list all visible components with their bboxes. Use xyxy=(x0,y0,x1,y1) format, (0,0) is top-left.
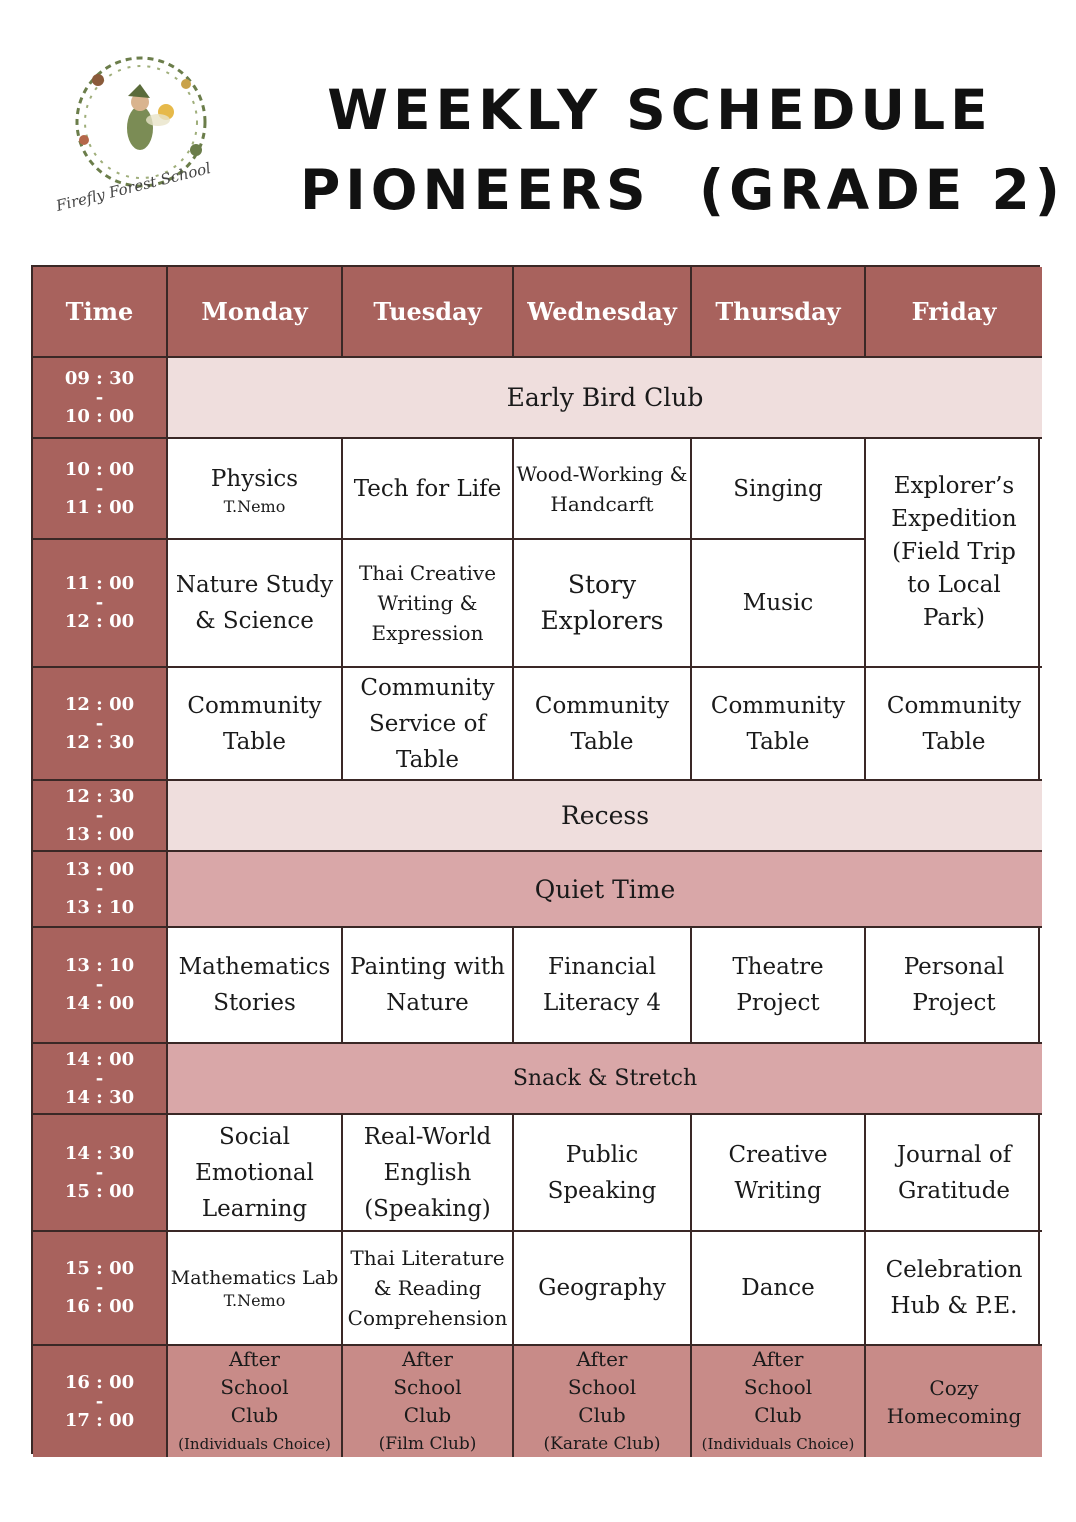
club-cell: Cozy Homecoming xyxy=(866,1346,1042,1457)
class-cell: Community Table xyxy=(168,668,343,781)
time-end: 11 : 00 xyxy=(64,496,135,518)
class-cell: Tech for Life xyxy=(343,439,514,540)
class-cell: Geography xyxy=(514,1232,692,1346)
time-slot xyxy=(33,1044,168,1115)
time-start: 10 : 00 xyxy=(64,458,135,480)
class-cell: Theatre Project xyxy=(692,928,866,1044)
class-cell: Personal Project xyxy=(866,928,1042,1044)
time-slot xyxy=(33,1115,168,1232)
club-detail: (Karate Club) xyxy=(543,1433,661,1454)
class-cell: Community Service of Table xyxy=(343,668,514,781)
club-cell xyxy=(343,1346,514,1457)
time-separator: - xyxy=(95,974,104,995)
time-slot xyxy=(33,928,168,1044)
class-cell: Wood-Working & Handcarft xyxy=(514,439,692,540)
class-cell: Creative Writing xyxy=(692,1115,866,1232)
class-cell: Music xyxy=(692,540,866,668)
time-separator: - xyxy=(95,804,104,826)
time-start: 13 : 00 xyxy=(64,859,135,880)
page-title xyxy=(300,70,1065,230)
header-thursday: Thursday xyxy=(692,267,866,358)
time-separator: - xyxy=(95,1161,104,1183)
class-cell: Singing xyxy=(692,439,866,540)
club-detail: (Film Club) xyxy=(378,1433,477,1454)
class-cell-expedition: Explorer’s Expedition (Field Trip to Local Park) xyxy=(866,439,1042,668)
class-cell: Dance xyxy=(692,1232,866,1346)
header-time: Time xyxy=(33,267,168,358)
header-wednesday: Wednesday xyxy=(514,267,692,358)
class-title: Physics xyxy=(210,465,299,492)
time-start: 16 : 00 xyxy=(64,1371,135,1393)
time-separator: - xyxy=(95,386,104,408)
class-cell: Painting with Nature xyxy=(343,928,514,1044)
header-friday: Friday xyxy=(866,267,1042,358)
time-start: 09 : 30 xyxy=(64,367,135,389)
class-cell: Community Table xyxy=(866,668,1042,781)
time-separator: - xyxy=(95,1277,104,1298)
time-slot xyxy=(33,358,168,439)
quiet-time-band: Quiet Time xyxy=(168,852,1042,928)
time-end: 15 : 00 xyxy=(64,1180,135,1202)
header-monday: Monday xyxy=(168,267,343,358)
class-cell: Thai Literature & Reading Comprehension xyxy=(343,1232,514,1346)
time-end: 17 : 00 xyxy=(64,1409,135,1431)
title-line-1: WEEKLY SCHEDULE xyxy=(327,78,993,142)
time-start: 12 : 30 xyxy=(64,785,135,807)
club-title: After School Club xyxy=(567,1346,637,1427)
time-end: 12 : 30 xyxy=(64,731,135,753)
header-tuesday: Tuesday xyxy=(343,267,514,358)
logo-script-text: Firefly Forest School xyxy=(54,159,213,215)
class-title: Mathematics Lab xyxy=(170,1267,339,1289)
time-start: 14 : 00 xyxy=(64,1048,135,1070)
class-cell: Financial Literacy 4 xyxy=(514,928,692,1044)
class-cell: Nature Study & Science xyxy=(168,540,343,668)
club-detail: (Individuals Choice) xyxy=(178,1434,331,1453)
teacher-name: T.Nemo xyxy=(223,1291,286,1310)
title-line-2: PIONEERS (GRADE 2) xyxy=(300,158,1065,222)
time-slot xyxy=(33,540,168,668)
class-cell: Real-World English (Speaking) xyxy=(343,1115,514,1232)
class-cell: Journal of Gratitude xyxy=(866,1115,1042,1232)
snack-band: Snack & Stretch xyxy=(168,1044,1042,1115)
club-cell xyxy=(692,1346,866,1457)
early-bird-band: Early Bird Club xyxy=(168,358,1042,439)
class-cell xyxy=(168,1232,343,1346)
time-end: 14 : 00 xyxy=(64,993,135,1014)
club-cell xyxy=(514,1346,692,1457)
club-cell xyxy=(168,1346,343,1457)
time-end: 14 : 30 xyxy=(64,1086,135,1108)
time-separator: - xyxy=(95,477,104,499)
recess-band: Recess xyxy=(168,781,1042,852)
class-cell: Story Explorers xyxy=(514,540,692,668)
time-separator: - xyxy=(95,712,104,734)
time-end: 13 : 00 xyxy=(64,823,135,845)
class-cell: Public Speaking xyxy=(514,1115,692,1232)
time-slot xyxy=(33,668,168,781)
time-separator: - xyxy=(95,1067,104,1089)
time-slot xyxy=(33,1232,168,1346)
class-cell: Celebration Hub & P.E. xyxy=(866,1232,1042,1346)
time-end: 13 : 10 xyxy=(64,897,135,918)
class-cell: Thai Creative Writing & Expression xyxy=(343,540,514,668)
class-cell: Community Table xyxy=(692,668,866,781)
school-logo xyxy=(46,40,236,215)
class-cell: Mathematics Stories xyxy=(168,928,343,1044)
club-title: After School Club xyxy=(393,1346,462,1427)
time-start: 11 : 00 xyxy=(64,573,135,594)
class-cell: Social Emotional Learning xyxy=(168,1115,343,1232)
time-separator: - xyxy=(95,878,104,899)
time-slot xyxy=(33,781,168,852)
time-slot xyxy=(33,1346,168,1457)
time-start: 13 : 10 xyxy=(64,955,135,976)
club-title: After School Club xyxy=(743,1346,813,1427)
class-cell xyxy=(168,439,343,540)
schedule-table xyxy=(31,265,1040,1454)
club-detail: (Individuals Choice) xyxy=(701,1434,855,1453)
time-end: 10 : 00 xyxy=(64,405,135,427)
time-slot xyxy=(33,439,168,540)
teacher-name: T.Nemo xyxy=(223,496,286,516)
time-end: 12 : 00 xyxy=(64,611,135,632)
class-cell: Community Table xyxy=(514,668,692,781)
time-start: 14 : 30 xyxy=(64,1142,135,1164)
time-separator: - xyxy=(95,1390,104,1412)
time-end: 16 : 00 xyxy=(64,1296,135,1317)
time-separator: - xyxy=(95,592,104,613)
time-slot xyxy=(33,852,168,928)
time-start: 12 : 00 xyxy=(64,693,135,715)
time-start: 15 : 00 xyxy=(64,1258,135,1279)
club-title: After School Club xyxy=(220,1346,289,1427)
